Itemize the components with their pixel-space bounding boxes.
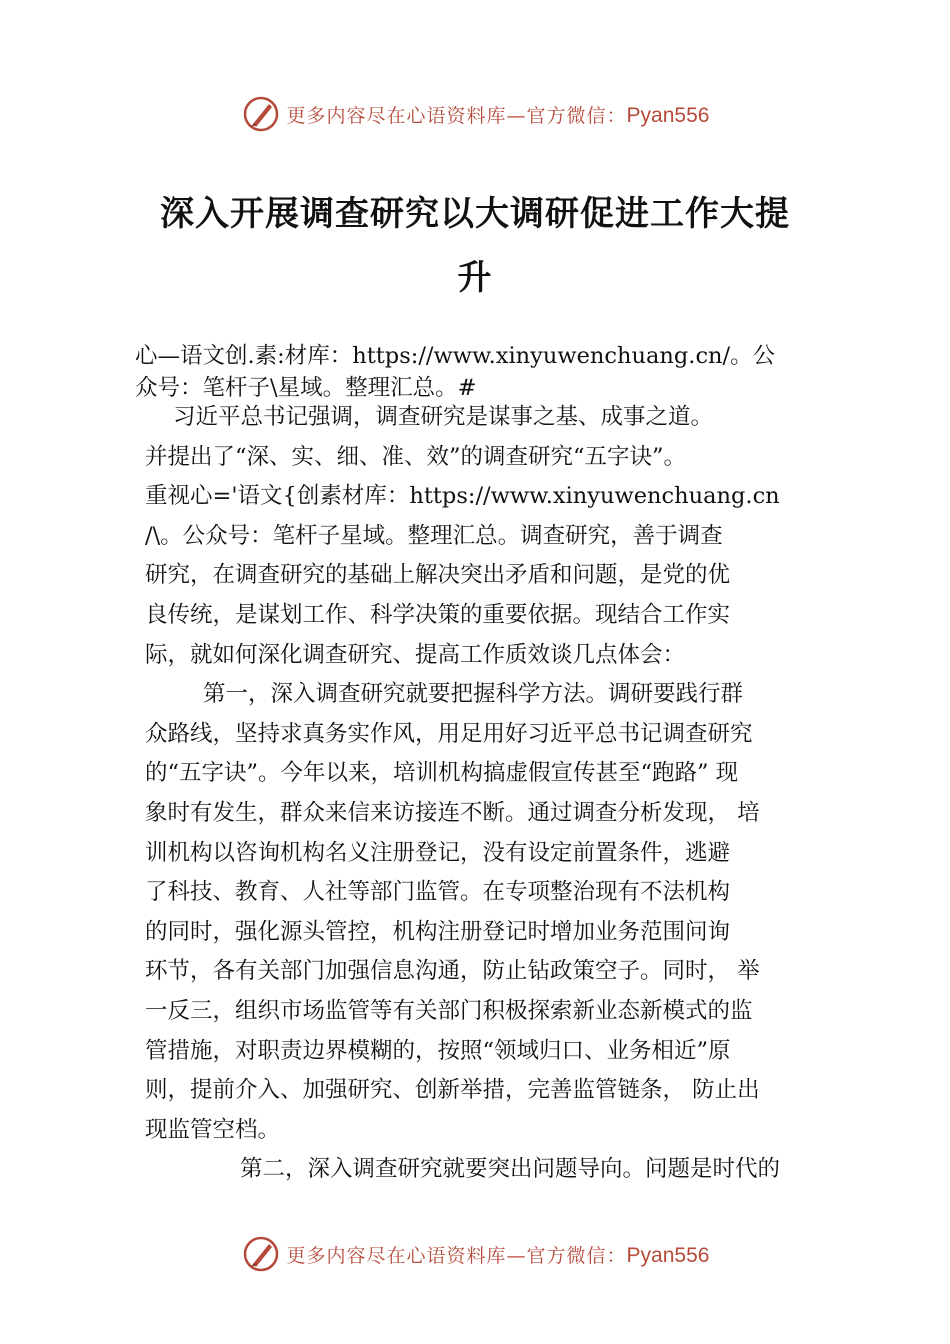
- paragraph-line: 并提出了“深、实、细、准、效”的调查研究“五字诀”。: [145, 443, 687, 470]
- source-note: [135, 340, 835, 404]
- title-line: 深入开展调查研究以大调研促进工作大提: [160, 194, 790, 234]
- paragraph-line: 训机构以咨询机构名义注册登记，没有设定前置条件，逃避: [145, 839, 731, 866]
- paragraph-line: 重视心='语文{创素材库：https://www.xinyuwenchuang.cn: [145, 483, 780, 510]
- paragraph-line: 一反三，组织市场监管等有关部门积极探索新业态新模式的监: [145, 997, 753, 1024]
- header-banner: [0, 92, 950, 136]
- paragraph-line: 管措施，对职责边界模糊的，按照“领域归口、业务相近”原: [145, 1037, 731, 1064]
- wechat-id: Pyan556: [626, 103, 710, 127]
- paragraph-line: 良传统，是谋划工作、科学决策的重要依据。现结合工作实: [145, 601, 731, 628]
- source-note-line: 众号：笔杆子\星域。整理汇总。#: [135, 375, 477, 401]
- source-note-line: 心—语文创.素:材库：https://www.xinyuwenchuang.cn/。公: [135, 343, 776, 369]
- banner-text: 更多内容尽在心语资料库—官方微信：Pyan556: [286, 103, 710, 127]
- paragraph-line: 则，提前介入、加强研究、创新举措，完善监管链条， 防止出: [145, 1077, 760, 1104]
- pen-logo-icon: [241, 1234, 281, 1274]
- paragraph-line: 研究，在调查研究的基础上解决突出矛盾和问题，是党的优: [145, 562, 731, 589]
- page-title: [120, 182, 830, 310]
- paragraph-line: 象时有发生，群众来信来访接连不断。通过调查分析发现， 培: [145, 799, 760, 826]
- paragraph-line: 第二，深入调查研究就要突出问题导向。问题是时代的: [240, 1156, 781, 1183]
- footer-banner: [0, 1232, 950, 1276]
- title-line: 升: [457, 258, 493, 298]
- paragraph-line: /\。公众号：笔杆子星域。整理汇总。调查研究，善于调查: [145, 522, 723, 549]
- article-body: [145, 398, 825, 1190]
- paragraph-line: 的“五字诀”。今年以来，培训机构搞虚假宣传甚至“跑路” 现: [145, 760, 739, 787]
- banner-text: 更多内容尽在心语资料库—官方微信：Pyan556: [286, 1243, 710, 1267]
- paragraph-line: 习近平总书记强调，调查研究是谋事之基、成事之道。: [173, 404, 714, 430]
- pen-logo-icon: [241, 94, 281, 134]
- paragraph-line: 众路线，坚持求真务实作风，用足用好习近平总书记调查研究: [145, 720, 753, 747]
- paragraph-line: 现监管空档。: [145, 1116, 281, 1143]
- paragraph-line: 了科技、教育、人社等部门监管。在专项整治现有不法机构: [145, 879, 731, 906]
- paragraph-line: 的同时，强化源头管控，机构注册登记时增加业务范围问询: [145, 918, 731, 945]
- paragraph-line: 际，就如何深化调查研究、提高工作质效谈几点体会：: [145, 641, 686, 668]
- paragraph-line: 环节，各有关部门加强信息沟通，防止钻政策空子。同时， 举: [145, 958, 760, 985]
- paragraph-line: 第一，深入调查研究就要把握科学方法。调研要践行群: [203, 681, 744, 708]
- wechat-id: Pyan556: [626, 1243, 710, 1267]
